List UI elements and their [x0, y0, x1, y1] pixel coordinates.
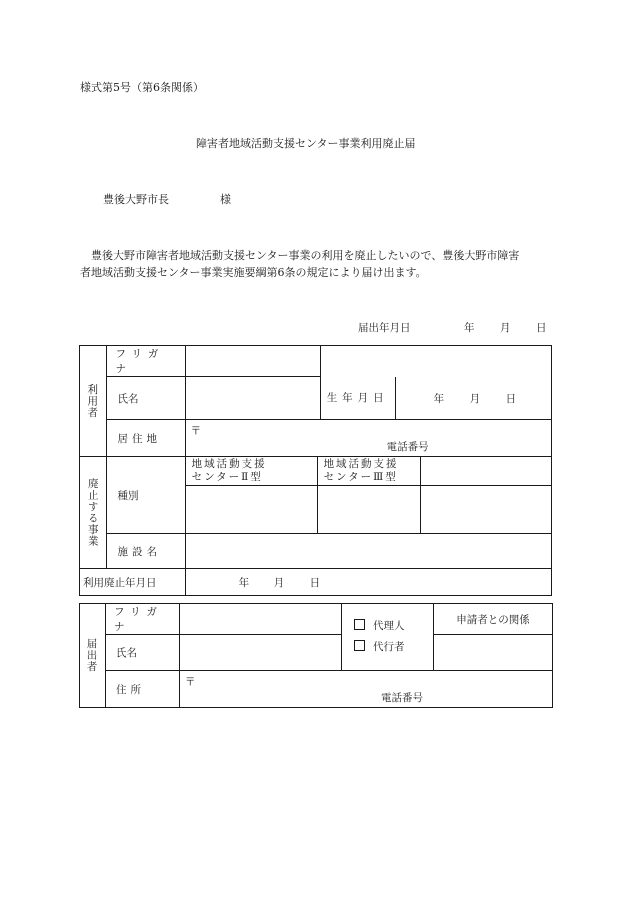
user-name-field[interactable]: [185, 377, 320, 420]
user-furigana-blank: [320, 346, 551, 377]
phone-label: 電話番号: [386, 441, 429, 453]
applicant-section-label: 届出者: [80, 604, 106, 708]
residence-field[interactable]: [185, 420, 551, 457]
relationship-label: 申請者との関係: [434, 604, 553, 635]
body-line-2: 者地域活動支援センター事業実施要綱第6条の規定により届け出ます。: [80, 266, 427, 279]
proxy-option[interactable]: 代行者: [354, 637, 433, 658]
type3-header: 地域活動支援 センターⅢ型: [317, 457, 420, 486]
agent-checkbox[interactable]: [354, 619, 365, 630]
form-number: 様式第5号（第6条関係）: [80, 81, 204, 94]
user-furigana-field[interactable]: [185, 346, 320, 377]
name-label: 氏名: [107, 377, 185, 420]
agent-options: [342, 604, 434, 671]
type-extra-field[interactable]: [421, 486, 552, 534]
type2-header: 地域活動支援 センターⅡ型: [185, 457, 317, 486]
relationship-field[interactable]: [434, 635, 553, 671]
agent-option[interactable]: 代理人: [354, 616, 433, 637]
service-section-label: 廃止する事業: [80, 457, 107, 569]
addressee-honorific: 様: [220, 193, 231, 206]
body-line-1: 豊後大野市障害者地域活動支援センター事業の利用を廃止したいので、豊後大野市障害: [80, 249, 520, 262]
proxy-checkbox[interactable]: [354, 640, 365, 651]
user-form-table: [79, 345, 552, 596]
submission-date-label: 届出年月日: [358, 322, 411, 334]
postal-mark: 〒: [190, 425, 202, 437]
applicant-furigana-field[interactable]: [180, 604, 342, 635]
applicant-address-field[interactable]: [180, 671, 553, 708]
furigana-label: フリガナ: [107, 346, 185, 377]
page-title: 障害者地域活動支援センター事業利用廃止届: [196, 137, 416, 150]
type3-field[interactable]: [317, 486, 420, 534]
applicant-address-label: 住所: [106, 671, 180, 708]
submission-month: 月: [500, 322, 511, 334]
applicant-form-table: [79, 603, 553, 708]
applicant-name-field[interactable]: [180, 635, 342, 671]
submission-year: 年: [464, 322, 475, 334]
type2-field[interactable]: [185, 486, 317, 534]
facility-label: 施設名: [107, 534, 185, 569]
applicant-name-label: 氏名: [106, 635, 180, 671]
residence-label: 居住地: [107, 420, 185, 457]
birthdate-field[interactable]: 年 月 日: [395, 377, 551, 420]
user-section-label: 利用者: [80, 346, 107, 457]
applicant-postal-mark: 〒: [185, 676, 196, 688]
applicant-phone-label: 電話番号: [381, 692, 423, 704]
facility-field[interactable]: [185, 534, 551, 569]
applicant-furigana-label: フリガナ: [106, 604, 180, 635]
addressee-name: 豊後大野市長: [103, 193, 169, 206]
service-type-label: 種別: [107, 457, 185, 534]
type-extra-header: [421, 457, 552, 486]
birthdate-label: 生年月日: [320, 377, 395, 420]
end-date-field[interactable]: 年 月 日: [185, 569, 551, 596]
submission-day: 日: [536, 322, 547, 334]
end-date-label: 利用廃止年月日: [80, 569, 186, 596]
